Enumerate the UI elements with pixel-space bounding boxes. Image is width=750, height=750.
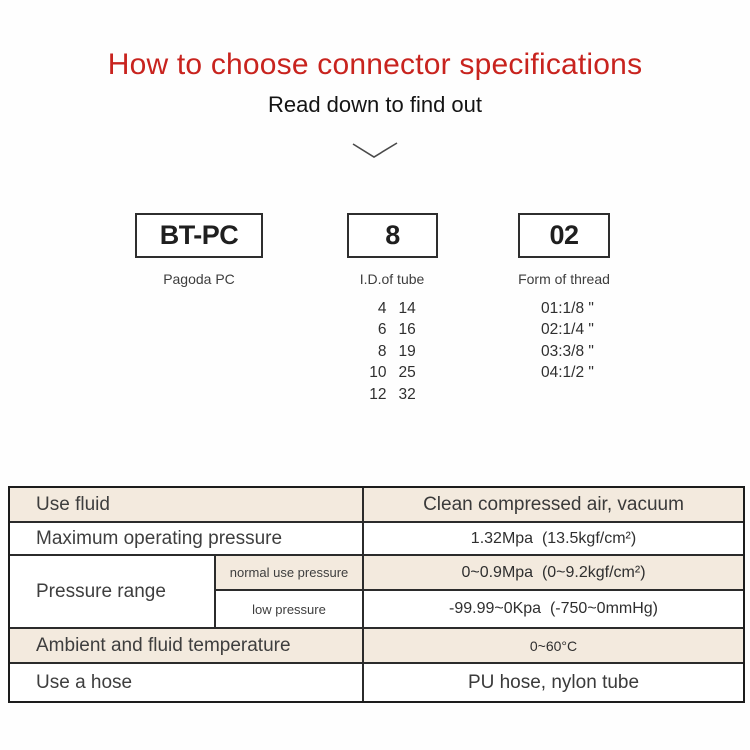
code-tube-id-text: 8: [385, 220, 400, 250]
spec-table: [8, 486, 745, 703]
page-title: How to choose connector specifications: [107, 48, 643, 81]
code-box-tube-id: [347, 213, 438, 258]
row-label: Maximum operating pressure: [36, 527, 283, 549]
tube-id-value: 4: [377, 299, 387, 317]
list-item: 03:3/8 ": [541, 342, 594, 360]
tube-id-value: 12: [369, 385, 387, 403]
page-subtitle: Read down to find out: [267, 92, 483, 117]
row-label: Ambient and fluid temperature: [36, 634, 291, 656]
tube-id-value: 6: [377, 321, 387, 339]
subrow-value: 0~0.9Mpa (0~9.2kgf/cm²): [362, 556, 743, 589]
subrow-label: normal use pressure: [229, 565, 349, 580]
row-value: 0~60°C: [362, 629, 743, 662]
row-value: 1.32Mpa (13.5kgf/cm²): [362, 523, 743, 554]
row-value: Clean compressed air, vacuum: [362, 488, 743, 521]
table-subrow-low-pressure: [216, 589, 743, 627]
table-row-use-fluid: [10, 488, 743, 521]
row-label: Use fluid: [36, 493, 110, 515]
table-row-pressure-range: [10, 554, 743, 627]
list-item: [347, 363, 438, 385]
code-box-thread: [518, 213, 610, 258]
list-item: [347, 384, 438, 406]
tube-od-value: 25: [398, 364, 416, 382]
list-item: 01:1/8 ": [541, 299, 594, 317]
table-row-max-pressure: [10, 521, 743, 554]
code-label-series: Pagoda PC: [163, 271, 235, 287]
table-row-temperature: [10, 627, 743, 662]
table-row-hose: [10, 662, 743, 701]
code-box-series: [135, 213, 263, 258]
row-label: Use a hose: [36, 671, 133, 693]
code-label-thread: Form of thread: [518, 271, 610, 287]
row-label: Pressure range: [10, 556, 214, 627]
list-item: [347, 298, 438, 320]
tube-od-value: 16: [398, 321, 416, 339]
chevron-down-icon: [352, 142, 398, 165]
list-item: 04:1/2 ": [541, 364, 594, 382]
table-subrow-normal-pressure: [216, 556, 743, 589]
tube-size-list: [347, 298, 438, 406]
tube-id-value: 8: [377, 342, 387, 360]
list-item: [347, 341, 438, 363]
pressure-range-subrows: [214, 556, 743, 627]
subrow-value: -99.99~0Kpa (-750~0mmHg): [362, 591, 743, 627]
tube-id-value: 10: [369, 364, 387, 382]
subrow-label: low pressure: [252, 601, 326, 617]
thread-option-list: [541, 298, 594, 384]
tube-od-value: 32: [398, 385, 416, 403]
list-item: 02:1/4 ": [541, 321, 594, 339]
tube-od-value: 19: [398, 342, 416, 360]
list-item: [347, 320, 438, 342]
code-series-text: BT-PC: [159, 220, 239, 250]
code-thread-text: 02: [549, 220, 579, 250]
code-label-tube-id: I.D.of tube: [359, 271, 425, 287]
row-value: PU hose, nylon tube: [362, 664, 743, 701]
tube-od-value: 14: [398, 299, 416, 317]
